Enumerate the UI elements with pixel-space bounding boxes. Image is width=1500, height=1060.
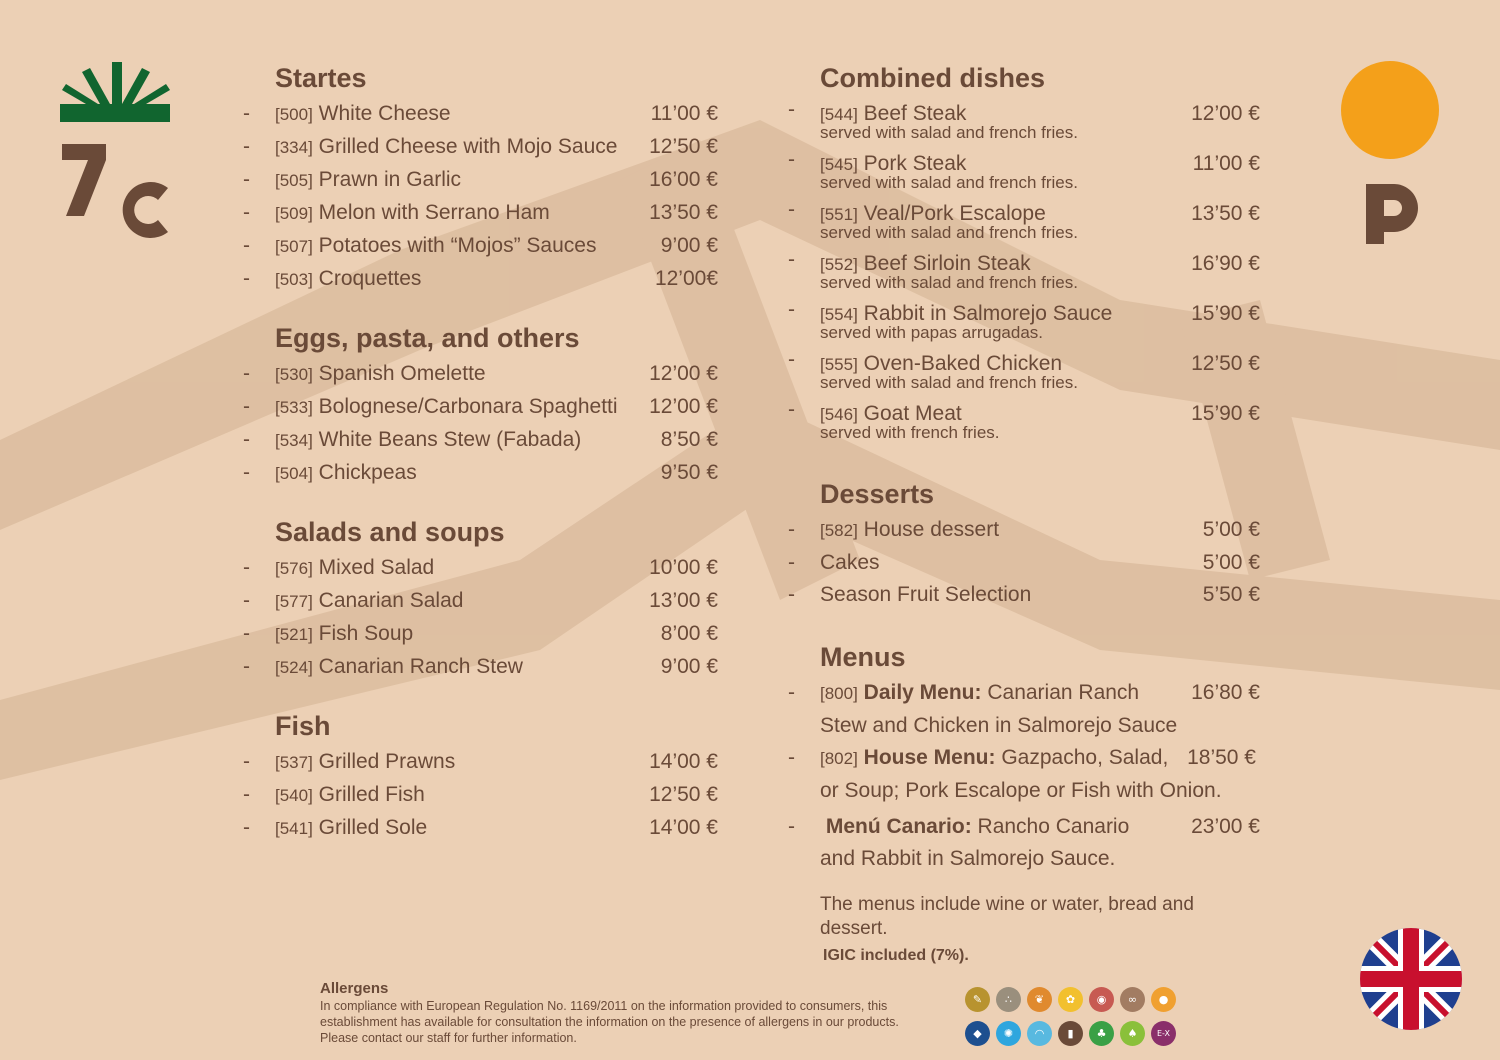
allergens-title: Allergens xyxy=(320,980,389,997)
menu-item: - [507] Potatoes with “Mojos” Sauces 9’00 € xyxy=(243,230,718,263)
item-price: 14’00 € xyxy=(649,816,718,839)
item-price: 12’00 € xyxy=(649,362,718,385)
menu-item: - [505] Prawn in Garlic 16’00 € xyxy=(243,164,718,197)
item-price: 12’50 € xyxy=(649,783,718,806)
menu-item: - [800] Daily Menu: Canarian Ranch Stew and Chicken in Salmorejo Sauce 16’80 € xyxy=(788,677,1260,742)
menu-item: - [509] Melon with Serrano Ham 13’50 € xyxy=(243,197,718,230)
section-title: Eggs, pasta, and others xyxy=(275,323,580,353)
section-eggs-pasta xyxy=(243,318,718,490)
milk-icon: ▮ xyxy=(1058,1021,1083,1046)
celery-icon: ♣ xyxy=(1089,1021,1114,1046)
item-price: 9’00 € xyxy=(660,234,718,257)
item-price: 10’00 € xyxy=(649,556,718,579)
section-startes xyxy=(243,58,718,296)
item-price: 18’50 € xyxy=(1187,746,1256,769)
menu-item: - Menú Canario: Rancho Canario and Rabbit in Salmorejo Sauce. 23’00 € xyxy=(788,811,1260,875)
eggs-icon: ● xyxy=(1151,987,1176,1012)
menu-item: - [334] Grilled Cheese with Mojo Sauce 12’50 € xyxy=(243,131,718,164)
gluten-icon: ❦ xyxy=(1027,987,1052,1012)
section-combined-dishes xyxy=(788,58,1260,448)
7c-logo xyxy=(60,60,172,244)
section-menus xyxy=(788,637,1260,965)
item-description: served with french fries. xyxy=(820,423,1000,442)
item-price: 14’00 € xyxy=(649,750,718,773)
menu-item: - [500] White Cheese 11’00 € xyxy=(243,98,718,131)
section-fish xyxy=(243,706,718,845)
item-price: 13’50 € xyxy=(1191,202,1260,225)
nuts-icon: ◉ xyxy=(1089,987,1114,1012)
item-price: 12’00€ xyxy=(654,267,718,290)
menu-item: - [577] Canarian Salad 13’00 € xyxy=(243,585,718,618)
menu-item: - [551] Veal/Pork Escalope served with salad and french fries. 13’50 € xyxy=(788,198,1260,248)
item-price: 13’50 € xyxy=(649,201,718,224)
item-description: served with salad and french fries. xyxy=(820,273,1078,292)
crustaceans-icon: ✺ xyxy=(996,1021,1021,1046)
item-description: served with salad and french fries. xyxy=(820,373,1078,392)
fish-icon: ◆ xyxy=(965,1021,990,1046)
menu-item: - [537] Grilled Prawns 14’00 € xyxy=(243,746,718,779)
menu-item: - [530] Spanish Omelette 12’00 € xyxy=(243,358,718,391)
allergens-info xyxy=(320,980,920,1046)
mustard-icon: ✎ xyxy=(965,987,990,1012)
item-price: 9’50 € xyxy=(660,461,718,484)
menu-item: - Season Fruit Selection 5’50 € xyxy=(788,579,1260,611)
parking-logo xyxy=(1340,60,1440,250)
soy-icon: ♠ xyxy=(1120,1021,1145,1046)
item-price: 13’00 € xyxy=(649,589,718,612)
item-price: 16’90 € xyxy=(1191,252,1260,275)
menu-item: - [552] Beef Sirloin Steak served with salad and french fries. 16’90 € xyxy=(788,248,1260,298)
menu-item: - [521] Fish Soup 8’00 € xyxy=(243,618,718,651)
item-price: 5’50 € xyxy=(1202,583,1260,606)
section-title: Salads and soups xyxy=(275,517,505,547)
section-title: Fish xyxy=(275,711,331,741)
allergens-text: In compliance with European Regulation No. 1169/2011 on the information provided to consumers, this establishment has available for consultation the information on the presence of allergens in our products. Please contact our staff for further information. xyxy=(320,999,899,1045)
item-price: 15’90 € xyxy=(1191,402,1260,425)
menu-item: - [546] Goat Meat served with french fries. 15’90 € xyxy=(788,398,1260,448)
menu-item: - [544] Beef Steak served with salad and french fries. 12’00 € xyxy=(788,98,1260,148)
section-title: Startes xyxy=(275,63,367,93)
item-price: 15’90 € xyxy=(1191,302,1260,325)
menu-item: - [802] House Menu: Gazpacho, Salad, or Soup; Pork Escalope or Fish with Onion. 18’50 € xyxy=(788,742,1260,807)
item-description: served with papas arrugadas. xyxy=(820,323,1044,342)
igic-note: IGIC included (7%). xyxy=(823,947,969,964)
item-price: 11’00 € xyxy=(650,102,718,125)
item-price: 8’50 € xyxy=(660,428,718,451)
allergen-icons xyxy=(965,987,1185,1055)
menu-item: - [504] Chickpeas 9’50 € xyxy=(243,457,718,490)
menu-item: - [540] Grilled Fish 12’50 € xyxy=(243,779,718,812)
section-salads-soups xyxy=(243,512,718,684)
right-column xyxy=(788,58,1260,965)
item-price: 9’00 € xyxy=(660,655,718,678)
item-price: 16’00 € xyxy=(649,168,718,191)
item-description: served with salad and french fries. xyxy=(820,173,1078,192)
menu-item: - [533] Bolognese/Carbonara Spaghetti 12’00 € xyxy=(243,391,718,424)
molluscs-icon: ◠ xyxy=(1027,1021,1052,1046)
menu-item: - [576] Mixed Salad 10’00 € xyxy=(243,552,718,585)
item-price: 5’00 € xyxy=(1202,518,1260,541)
section-title: Menus xyxy=(820,642,906,672)
menu-item: - [534] White Beans Stew (Fabada) 8’50 € xyxy=(243,424,718,457)
item-description: served with salad and french fries. xyxy=(820,123,1078,142)
left-column xyxy=(243,58,718,845)
menu-item: - [545] Pork Steak served with salad and french fries. 11’00 € xyxy=(788,148,1260,198)
item-price: 11’00 € xyxy=(1192,152,1260,175)
menu-item: - [541] Grilled Sole 14’00 € xyxy=(243,812,718,845)
item-price: 12’00 € xyxy=(1191,102,1260,125)
section-desserts xyxy=(788,474,1260,611)
item-price: 12’50 € xyxy=(649,135,718,158)
lupin-icon: ✿ xyxy=(1058,987,1083,1012)
sesame-icon: ∴ xyxy=(996,987,1021,1012)
section-title: Combined dishes xyxy=(820,63,1046,93)
item-price: 8’00 € xyxy=(660,622,718,645)
item-price: 23’00 € xyxy=(1191,815,1260,838)
item-price: 16’80 € xyxy=(1191,681,1260,704)
menus-note: The menus include wine or water, bread and dessert. xyxy=(820,894,1194,939)
uk-flag-icon[interactable] xyxy=(1360,928,1462,1030)
item-price: 12’00 € xyxy=(649,395,718,418)
menu-item: - [555] Oven-Baked Chicken served with salad and french fries. 12’50 € xyxy=(788,348,1260,398)
item-price: 12’50 € xyxy=(1191,352,1260,375)
menu-item: - [554] Rabbit in Salmorejo Sauce served with papas arrugadas. 15’90 € xyxy=(788,298,1260,348)
item-description: served with salad and french fries. xyxy=(820,223,1078,242)
menu-item: - [582] House dessert 5’00 € xyxy=(788,514,1260,547)
peanuts-icon: ∞ xyxy=(1120,987,1145,1012)
sulphites-icon: E-X xyxy=(1151,1021,1176,1046)
section-title: Desserts xyxy=(820,479,935,509)
menu-item: - Cakes 5’00 € xyxy=(788,547,1260,579)
menu-item: - [503] Croquettes 12’00€ xyxy=(243,263,718,296)
menu-item: - [524] Canarian Ranch Stew 9’00 € xyxy=(243,651,718,684)
item-price: 5’00 € xyxy=(1202,551,1260,574)
